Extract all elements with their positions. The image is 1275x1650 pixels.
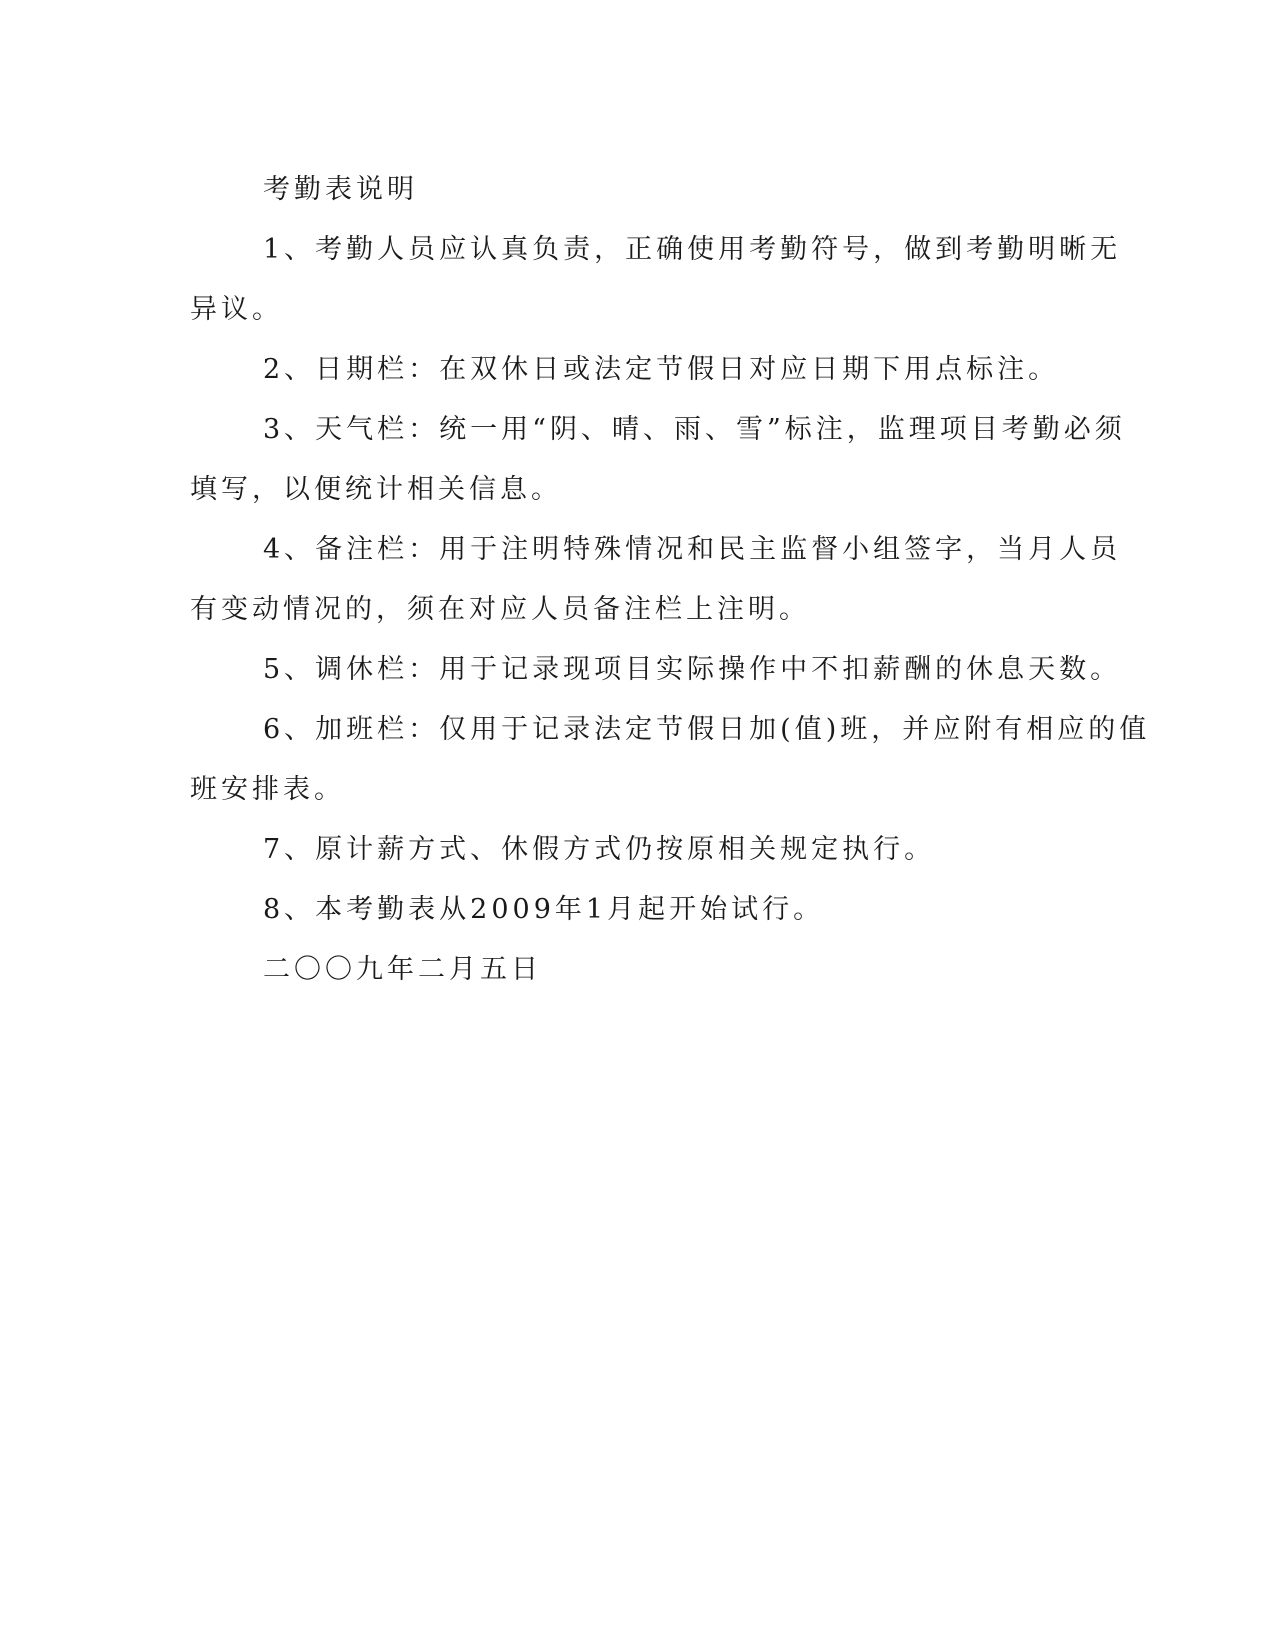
document-date: 二〇〇九年二月五日 (263, 954, 542, 985)
item-5-line-1: 5、调休栏：用于记录现项目实际操作中不扣薪酬的休息天数。 (263, 654, 1122, 685)
document-title: 考勤表说明 (263, 174, 418, 205)
item-7 (190, 820, 1060, 880)
item-3 (190, 400, 1126, 520)
item-1-line-1: 1、考勤人员应认真负责，正确使用考勤符号，做到考勤明晰无 (263, 234, 1122, 265)
item-4-line-2: 有变动情况的，须在对应人员备注栏上注明。 (190, 594, 810, 625)
item-6-line-2: 班安排表。 (190, 774, 345, 805)
item-7-line-1: 7、原计薪方式、休假方式仍按原相关规定执行。 (263, 834, 936, 865)
item-8 (190, 880, 1060, 940)
item-2-line-1: 2、日期栏：在双休日或法定节假日对应日期下用点标注。 (263, 354, 1060, 385)
item-4-line-1: 4、备注栏：用于注明特殊情况和民主监督小组签字，当月人员 (263, 534, 1122, 565)
item-2 (190, 340, 1060, 400)
item-8-line-1: 8、本考勤表从2009年1月起开始试行。 (263, 894, 825, 925)
item-5 (190, 640, 1122, 700)
item-3-line-2: 填写，以便统计相关信息。 (190, 474, 562, 505)
document-body (190, 160, 1151, 1000)
item-6-line-1: 6、加班栏：仅用于记录法定节假日加(值)班，并应附有相应的值 (263, 714, 1151, 745)
item-4 (190, 520, 1122, 640)
item-6 (190, 700, 1151, 820)
item-1-line-2: 异议。 (190, 294, 283, 325)
item-3-line-1: 3、天气栏：统一用“阴、晴、雨、雪”标注，监理项目考勤必须 (263, 414, 1126, 445)
item-1 (190, 220, 1122, 340)
